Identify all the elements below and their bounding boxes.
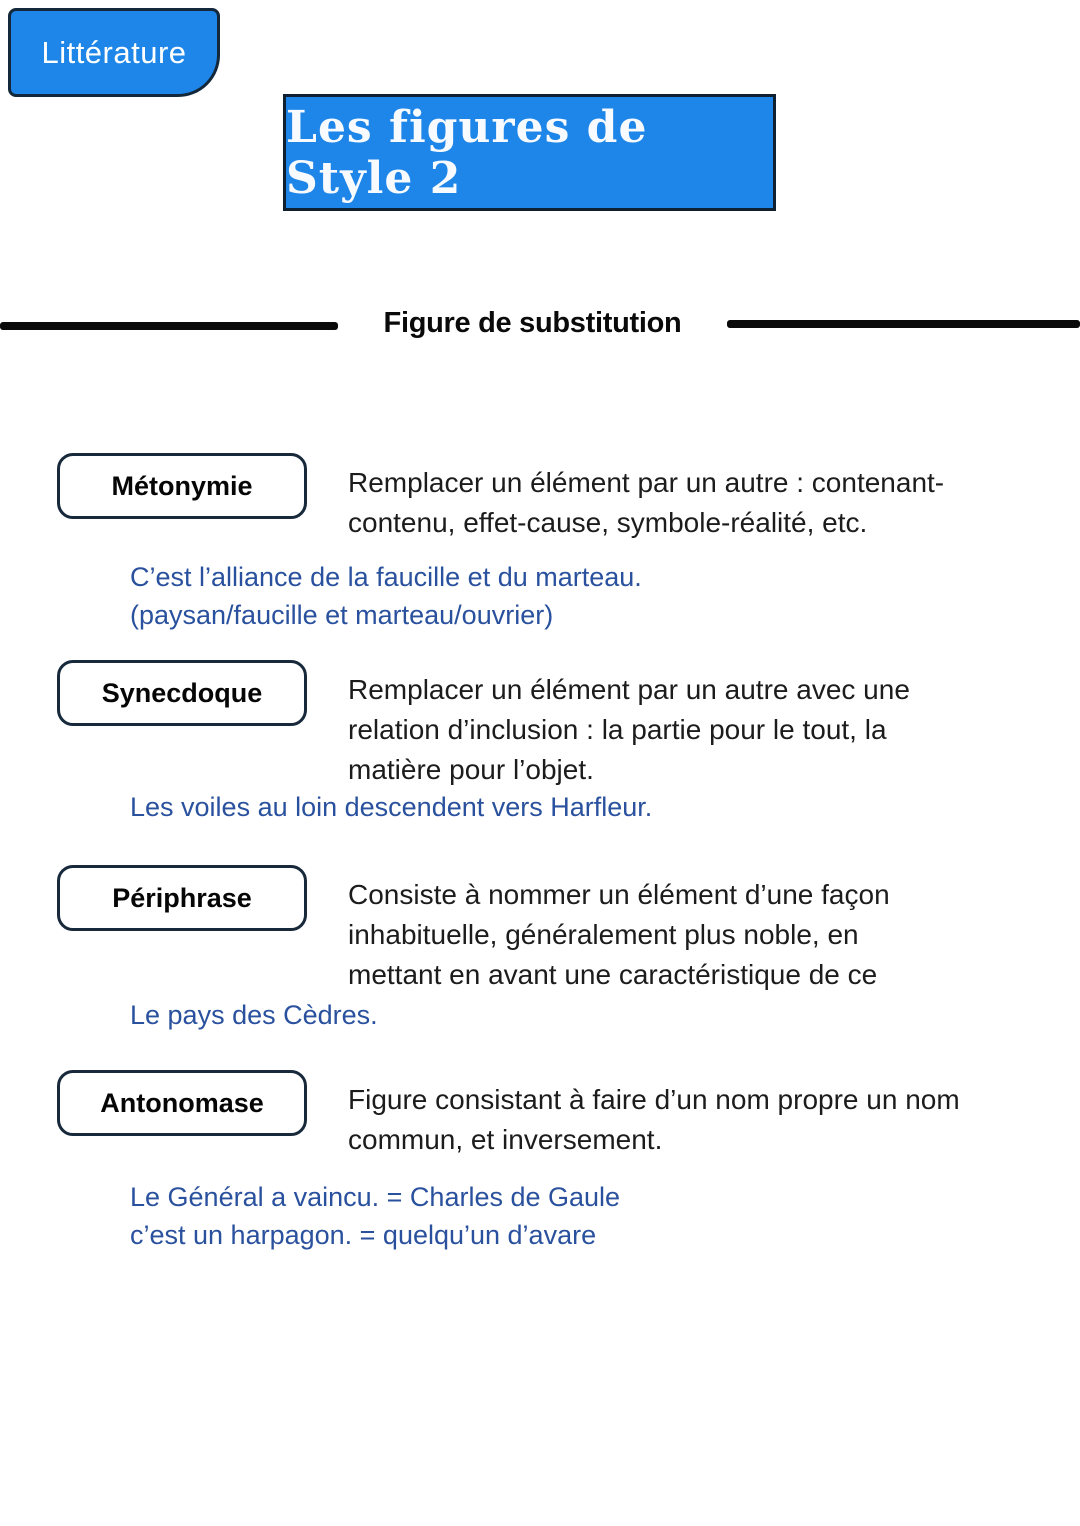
title-box (283, 94, 776, 211)
term-label: Synecdoque (101, 677, 263, 708)
example-line: Les voiles au loin descendent vers Harfleur. (130, 792, 653, 822)
term-box-antonomase (57, 1070, 307, 1136)
term-label: Périphrase (112, 882, 252, 913)
section-heading: Figure de substitution (383, 307, 682, 339)
definition-line: matière pour l’objet. (348, 754, 594, 785)
definition-metonymie (348, 463, 1038, 543)
definition-line: mettant en avant une caractéristique de ce (348, 959, 878, 990)
subject-tab-label: Littérature (41, 34, 187, 70)
example-line: Le pays des Cèdres. (130, 1000, 378, 1030)
definition-line: inhabituelle, généralement plus noble, en (348, 919, 859, 950)
example-synecdoque (130, 788, 990, 826)
example-line: (paysan/faucille et marteau/ouvrier) (130, 600, 554, 630)
page-title: Les figures de Style 2 (286, 101, 648, 204)
definition-line: Figure consistant à faire d’un nom propre un nom (348, 1084, 960, 1115)
term-label: Métonymie (111, 470, 253, 501)
section-divider-left (0, 322, 338, 330)
definition-line: Remplacer un élément par un autre avec une (348, 674, 910, 705)
definition-line: contenu, effet-cause, symbole-réalité, etc. (348, 507, 868, 538)
example-line: C’est l’alliance de la faucille et du marteau. (130, 562, 642, 592)
term-label: Antonomase (100, 1087, 264, 1118)
section-divider-right (727, 320, 1080, 328)
definition-line: relation d’inclusion : la partie pour le tout, la (348, 714, 887, 745)
definition-line: Remplacer un élément par un autre : contenant- (348, 467, 945, 498)
definition-antonomase (348, 1080, 1038, 1160)
term-box-synecdoque (57, 660, 307, 726)
example-antonomase (130, 1178, 990, 1254)
example-metonymie (130, 558, 990, 634)
definition-line: commun, et inversement. (348, 1124, 663, 1155)
definition-line: Consiste à nommer un élément d’une façon (348, 879, 890, 910)
example-line: Le Général a vaincu. = Charles de Gaule (130, 1182, 621, 1212)
example-periphrase (130, 996, 990, 1034)
term-box-periphrase (57, 865, 307, 931)
definition-periphrase (348, 875, 1038, 995)
term-box-metonymie (57, 453, 307, 519)
example-line: c’est un harpagon. = quelqu’un d’avare (130, 1220, 597, 1250)
subject-tab (8, 8, 220, 97)
definition-synecdoque (348, 670, 1038, 790)
